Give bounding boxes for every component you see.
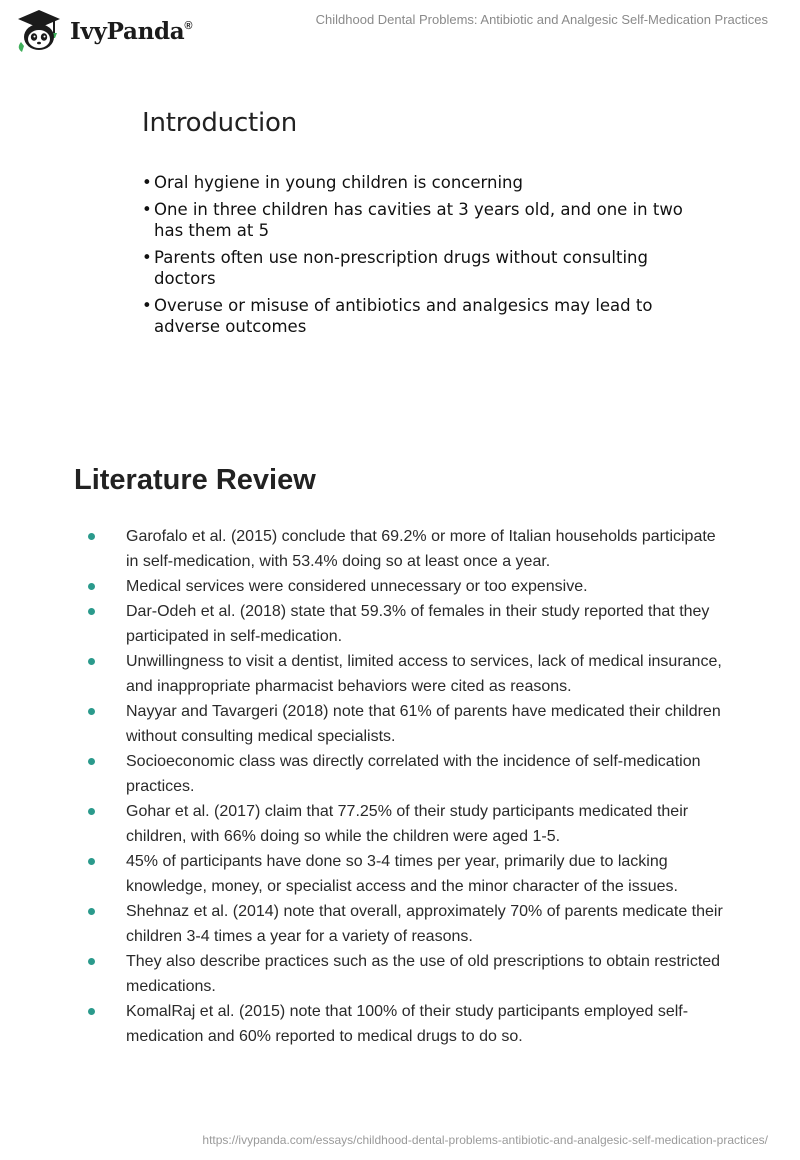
- list-item: 45% of participants have done so 3-4 times per year, primarily due to lacking knowledge, money, or specialist access and the minor character of the issues.: [86, 849, 726, 899]
- teal-dot-icon: [88, 608, 95, 615]
- teal-dot-icon: [88, 708, 95, 715]
- list-item: Shehnaz et al. (2014) note that overall, approximately 70% of parents medicate their children 3-4 times a year for a variety of reasons.: [86, 899, 726, 949]
- ivypanda-logo[interactable]: [14, 6, 192, 56]
- introduction-list: [142, 172, 742, 337]
- list-item: Socioeconomic class was directly correlated with the incidence of self-medication practices.: [86, 749, 726, 799]
- teal-dot-icon: [88, 808, 95, 815]
- introduction-item: • Oral hygiene in young children is concerning: [142, 173, 523, 192]
- bullet-icon: •: [142, 296, 152, 315]
- brand-name: IvyPanda®: [70, 17, 193, 45]
- bullet-icon: •: [142, 248, 152, 267]
- introduction-heading: Introduction: [142, 108, 298, 138]
- list-item: Nayyar and Tavargeri (2018) note that 61% of parents have medicated their children without consulting medical specialists.: [86, 699, 726, 749]
- teal-dot-icon: [88, 908, 95, 915]
- teal-dot-icon: [88, 583, 95, 590]
- list-item: Gohar et al. (2017) claim that 77.25% of their study participants medicated their children, with 66% doing so while the children were aged 1-5.: [86, 799, 726, 849]
- bullet-icon: •: [142, 200, 152, 219]
- teal-dot-icon: [88, 1008, 95, 1015]
- teal-dot-icon: [88, 658, 95, 665]
- document-title: Childhood Dental Problems: Antibiotic and Analgesic Self-Medication Practices: [315, 12, 768, 27]
- list-item: They also describe practices such as the use of old prescriptions to obtain restricted medications.: [86, 949, 726, 999]
- introduction-slide: [142, 108, 742, 343]
- list-item: Dar-Odeh et al. (2018) state that 59.3% of females in their study reported that they participated in self-medication.: [86, 599, 726, 649]
- introduction-item: • Overuse or misuse of antibiotics and analgesics may lead to adverse outcomes: [142, 296, 653, 336]
- list-item: Unwillingness to visit a dentist, limited access to services, lack of medical insurance, and inappropriate pharmacist behaviors were cited as reasons.: [86, 649, 726, 699]
- panda-graduate-icon: [14, 6, 64, 56]
- bullet-icon: •: [142, 173, 152, 192]
- literature-review-list: [86, 524, 726, 1049]
- source-url-link[interactable]: https://ivypanda.com/essays/childhood-dental-problems-antibiotic-and-analgesic-self-medication-practices/: [202, 1133, 768, 1147]
- introduction-item: • Parents often use non-prescription drugs without consulting doctors: [142, 248, 648, 288]
- teal-dot-icon: [88, 758, 95, 765]
- list-item: Garofalo et al. (2015) conclude that 69.2% or more of Italian households participate in self-medication, with 53.4% doing so at least once a year.: [86, 524, 726, 574]
- introduction-item: • One in three children has cavities at 3 years old, and one in two has them at 5: [142, 200, 683, 240]
- list-item: Medical services were considered unnecessary or too expensive.: [86, 574, 726, 599]
- teal-dot-icon: [88, 858, 95, 865]
- page-header: [0, 0, 800, 62]
- literature-review-heading: Literature Review: [74, 464, 316, 496]
- teal-dot-icon: [88, 533, 95, 540]
- teal-dot-icon: [88, 958, 95, 965]
- list-item: KomalRaj et al. (2015) note that 100% of their study participants employed self-medication and 60% reported to medical drugs to do so.: [86, 999, 726, 1049]
